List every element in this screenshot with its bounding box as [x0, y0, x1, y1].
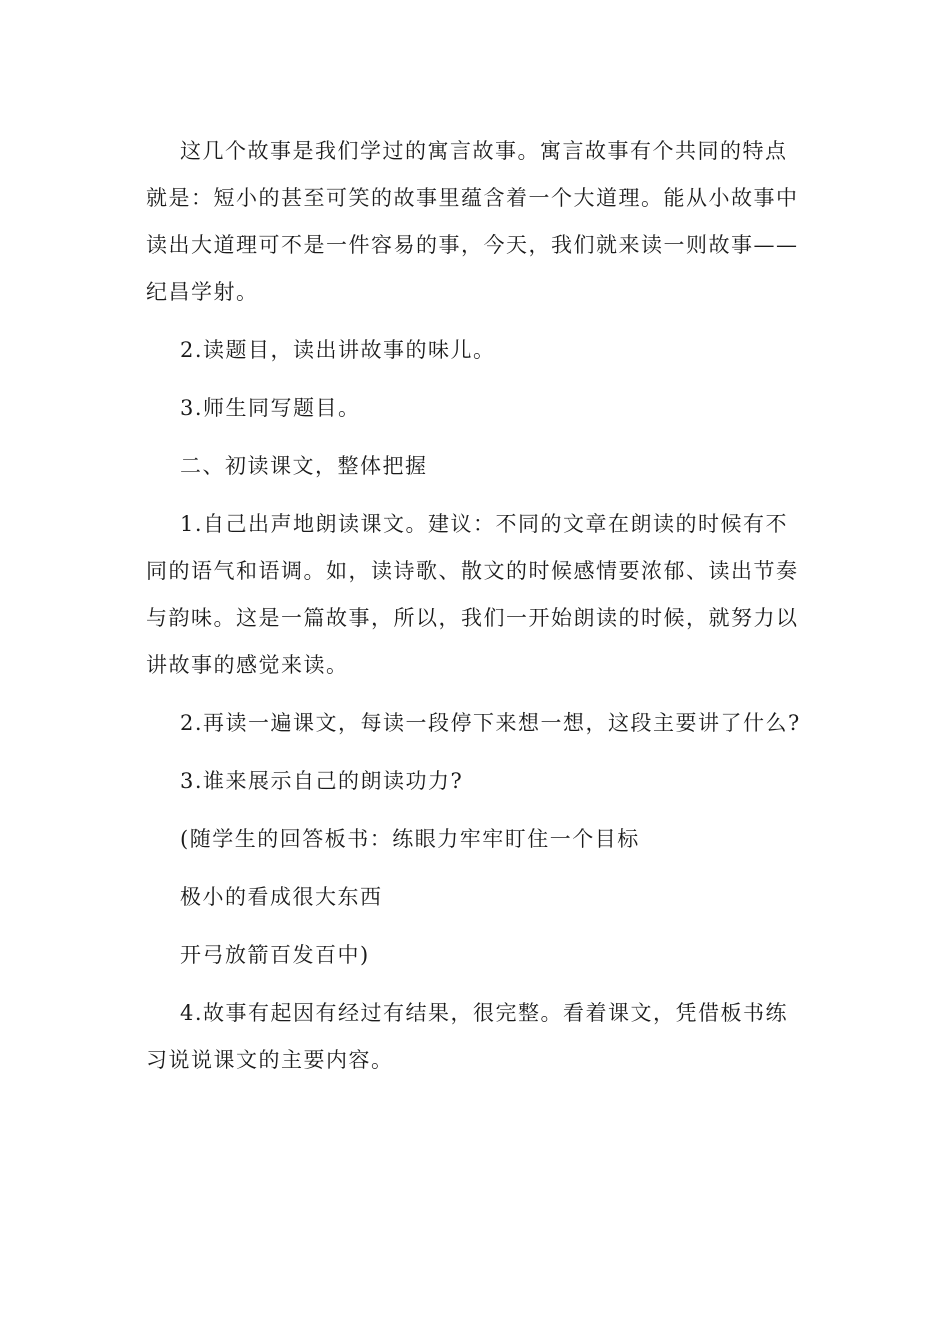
board-note-line-2: 极小的看成很大东西: [180, 885, 383, 909]
paragraph-reread: 2.再读一遍课文，每读一段停下来想一想，这段主要讲了什么?: [180, 711, 801, 735]
paragraph-main-content: 4.故事有起因有经过有结果，很完整。看着课文，凭借板书练习说说课文的主要内容。: [146, 1001, 789, 1072]
board-note-line-1: (随学生的回答板书：练眼力牢牢盯住一个目标: [180, 827, 640, 851]
paragraph-read-title: 2.读题目，读出讲故事的味儿。: [180, 338, 496, 362]
board-note-line-3: 开弓放箭百发百中): [180, 943, 370, 967]
paragraph-show-reading: 3.谁来展示自己的朗读功力?: [180, 769, 464, 793]
paragraph-intro: 这几个故事是我们学过的寓言故事。寓言故事有个共同的特点就是：短小的甚至可笑的故事里蕴含着一个大道理。能从小故事中读出大道理可不是一件容易的事，今天，我们就来读一则故事——纪昌学射。: [146, 139, 799, 304]
paragraph-write-title: 3.师生同写题目。: [180, 396, 361, 420]
section-heading-first-reading: 二、初读课文，整体把握: [180, 454, 428, 478]
document-body: [146, 128, 806, 1095]
paragraph-read-aloud: 1.自己出声地朗读课文。建议：不同的文章在朗读的时候有不同的语气和语调。如，读诗歌、散文的时候感情要浓郁、读出节奏与韵味。这是一篇故事，所以，我们一开始朗读的时候，就努力以讲故事的感觉来读。: [146, 512, 799, 677]
